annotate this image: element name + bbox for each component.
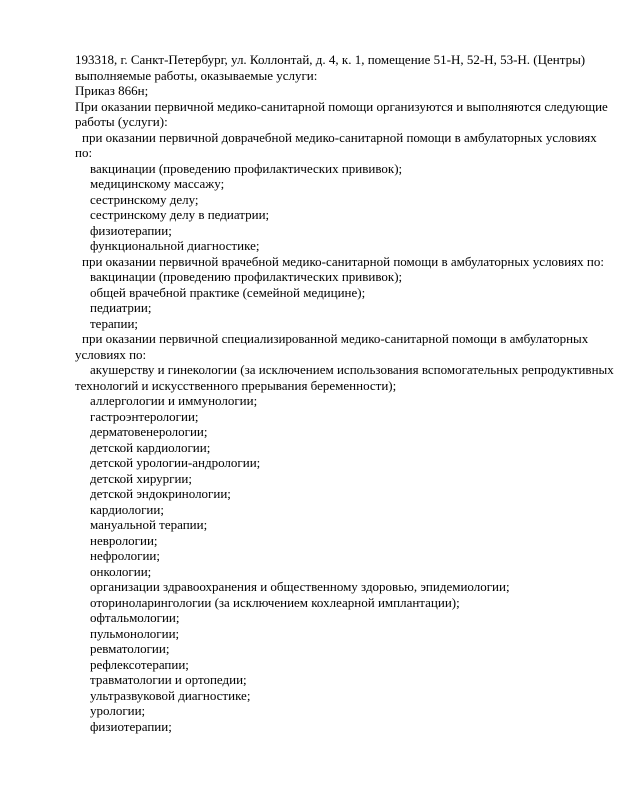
text-line: ревматологии;	[90, 641, 170, 656]
text-line: Приказ 866н;	[75, 83, 149, 98]
text-line: организации здравоохранения и общественному здоровью, эпидемиологии;	[90, 579, 510, 594]
text-line: терапии;	[90, 315, 139, 331]
document-text-block	[75, 52, 615, 734]
text-line: травматологии и ортопедии;	[90, 672, 247, 687]
text-line: выполняемые работы, оказываемые услуги:	[75, 67, 318, 83]
text-line: детской эндокринологии;	[90, 486, 231, 501]
text-line: физиотерапии;	[90, 222, 172, 238]
text-line: педиатрии;	[90, 300, 152, 315]
text-line: условиях по:	[75, 346, 147, 362]
text-line: оториноларингологии (за исключением кохлеарной имплантации);	[90, 594, 460, 610]
text-line: функциональной диагностике;	[90, 238, 260, 253]
text-line: офтальмологии;	[90, 610, 180, 625]
text-line: мануальной терапии;	[90, 517, 208, 532]
text-line: работы (услуги):	[75, 114, 168, 129]
text-line: детской урологии-андрологии;	[90, 455, 261, 470]
text-line: при оказании первичной врачебной медико-санитарной помощи в амбулаторных условиях по:	[82, 253, 604, 269]
text-line: акушерству и гинекологии (за исключением использования вспомогательных репродуктивных	[90, 362, 614, 377]
text-line: гастроэнтерологии;	[90, 408, 199, 424]
text-line: при оказании первичной доврачебной медико-санитарной помощи в амбулаторных условиях	[82, 129, 597, 145]
text-line: пульмонологии;	[90, 625, 180, 641]
text-line: сестринскому делу;	[90, 191, 199, 207]
text-line: аллергологии и иммунологии;	[90, 393, 258, 408]
text-line: ультразвуковой диагностике;	[90, 687, 251, 703]
text-line: детской хирургии;	[90, 470, 193, 486]
text-line: нефрологии;	[90, 548, 160, 563]
text-line: сестринскому делу в педиатрии;	[90, 207, 270, 222]
text-line: урологии;	[90, 703, 146, 718]
text-line: неврологии;	[90, 532, 158, 548]
text-line: рефлексотерапии;	[90, 656, 189, 672]
text-line: дерматовенерологии;	[90, 424, 208, 439]
text-line: общей врачебной практике (семейной медицине);	[90, 284, 366, 300]
text-line: кардиологии;	[90, 501, 164, 517]
text-line: медицинскому массажу;	[90, 176, 225, 191]
text-line: детской кардиологии;	[90, 439, 211, 455]
text-line: физиотерапии;	[90, 718, 172, 734]
text-line: технологий и искусственного прерывания беременности);	[75, 377, 397, 393]
text-line: при оказании первичной специализированной медико-санитарной помощи в амбулаторных	[82, 331, 589, 346]
text-line: вакцинации (проведению профилактических прививок);	[90, 269, 403, 284]
text-line: онкологии;	[90, 563, 152, 579]
text-line: по:	[75, 145, 93, 160]
text-line: При оказании первичной медико-санитарной помощи организуются и выполняются следующие	[75, 98, 608, 114]
text-line: вакцинации (проведению профилактических прививок);	[90, 160, 403, 176]
text-line: 193318, г. Санкт-Петербург, ул. Коллонтай, д. 4, к. 1, помещение 51-Н, 52-Н, 53-Н. (Центры)	[75, 52, 586, 67]
